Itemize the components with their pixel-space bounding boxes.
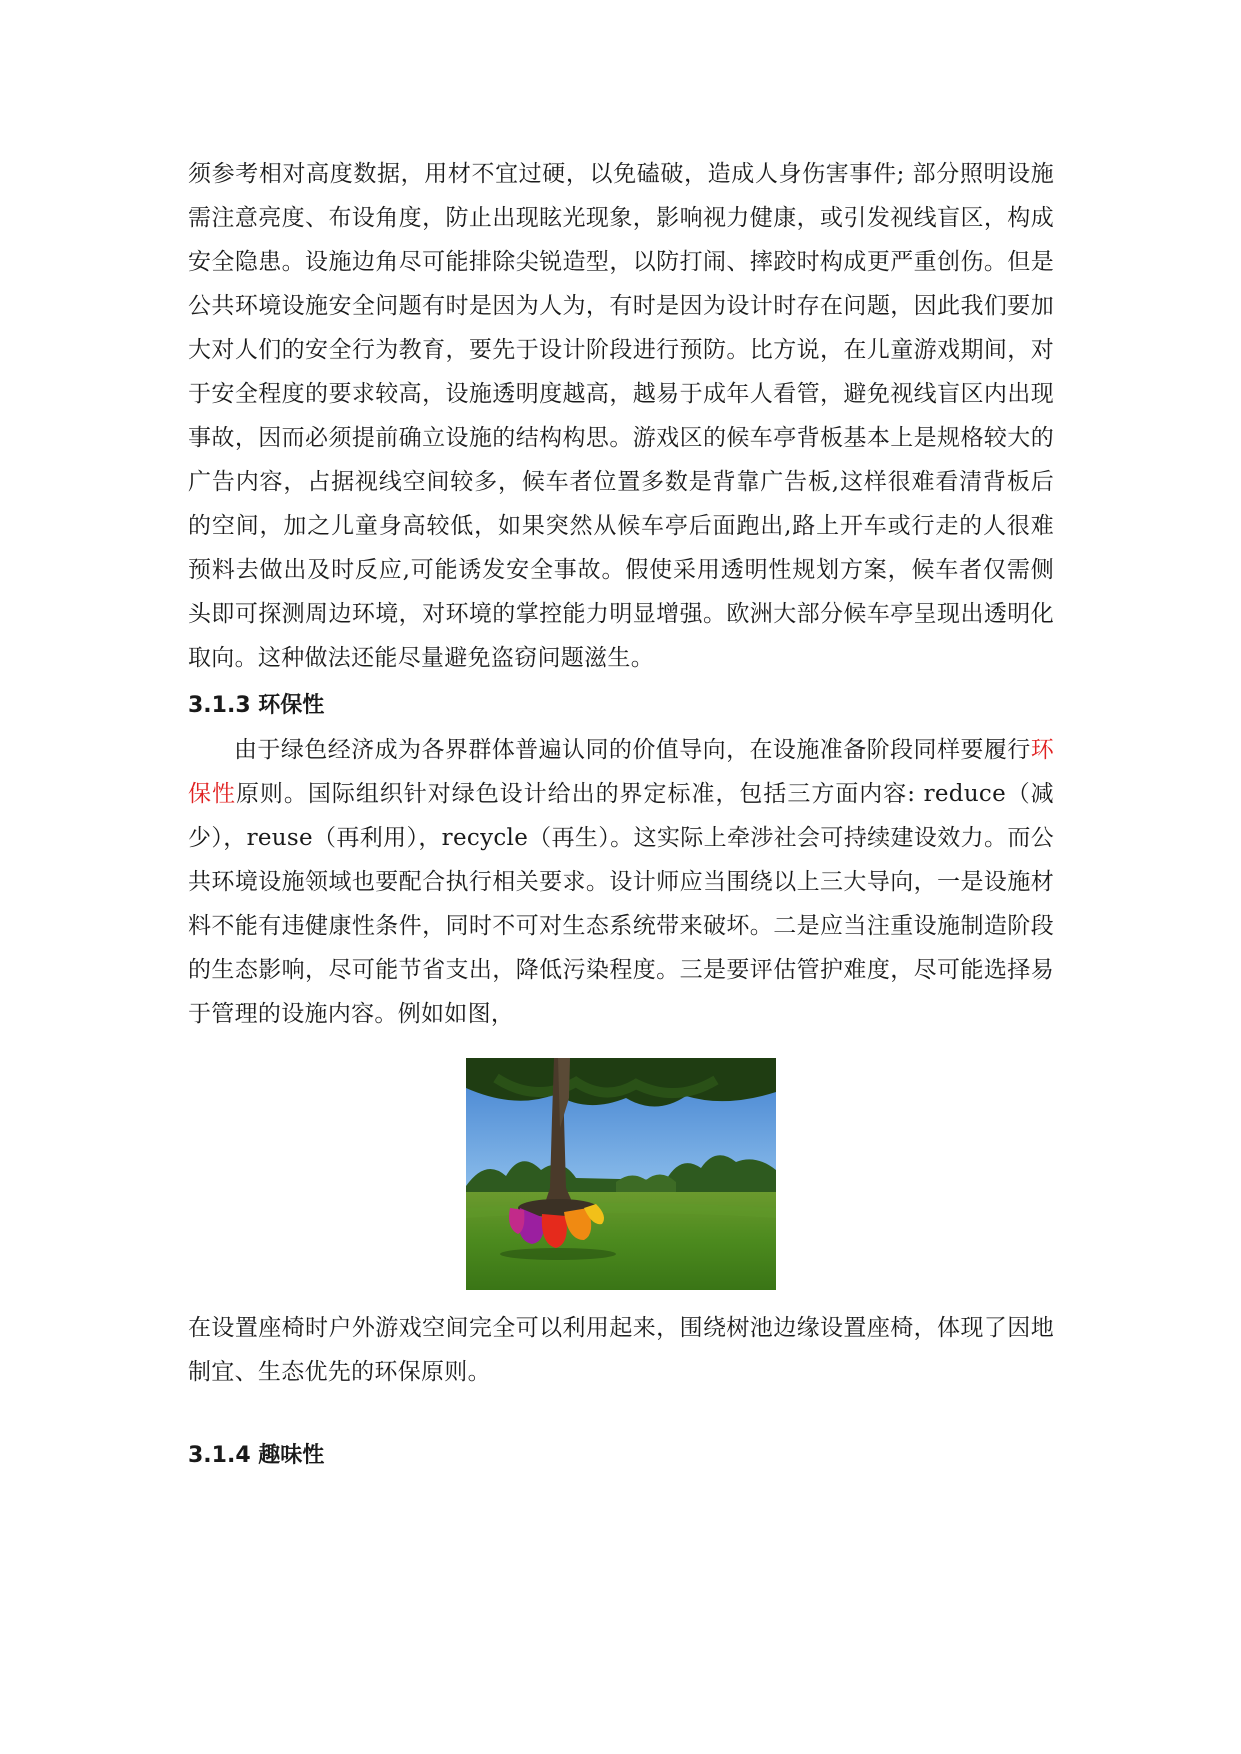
paragraph-environmental-text-a: 由于绿色经济成为各界群体普遍认同的价值导向，在设施准备阶段同样要履行 <box>234 737 1031 763</box>
paragraph-bench-caption: 在设置座椅时户外游戏空间完全可以利用起来，围绕树池边缘设置座椅，体现了因地制宜、生态优先的环保原则。 <box>188 1315 1054 1385</box>
spacer <box>188 1394 1054 1430</box>
page-content <box>188 152 1054 1478</box>
tree-bench-photo <box>466 1058 776 1290</box>
paragraph-environmental <box>188 728 1054 1036</box>
highlighted-term: 环保性 <box>188 737 1054 807</box>
section-heading-3-1-4: 3.1.4 趣味性 <box>188 1443 325 1468</box>
paragraph-safety-continued: 须参考相对高度数据，用材不宜过硬，以免磕破，造成人身伤害事件; 部分照明设施需注意亮度、布设角度，防止出现眩光现象，影响视力健康，或引发视线盲区，构成安全隐患。设施边角尽可能排除尖锐造型，以防打闹、摔跤时构成更严重创伤。但是公共环境设施安全问题有时是因为人为，有时是因为设计时存在问题，因此我们要加大对人们的安全行为教育，要先于设计阶段进行预防。比方说，在儿童游戏期间，对于安全程度的要求较高，设施透明度越高，越易于成年人看管，避免视线盲区内出现事故，因而必须提前确立设施的结构构思。游戏区的候车亭背板基本上是规格较大的广告内容，占据视线空间较多，候车者位置多数是背靠广告板,这样很难看清背板后的空间，加之儿童身高较低，如果突然从候车亭后面跑出,路上开车或行走的人很难预料去做出及时反应,可能诱发安全事故。假使采用透明性规划方案，候车者仅需侧头即可探测周边环境，对环境的掌控能力明显增强。欧洲大部分候车亭呈现出透明化取向。这种做法还能尽量避免盗窃问题滋生。 <box>188 161 1054 671</box>
paragraph-environmental-text-b: 原则。国际组织针对绿色设计给出的界定标准，包括三方面内容: reduce（减少），reuse（再利用），recycle（再生）。这实际上牵涉社会可持续建设效力。而公共环境设施领域也要配合执行相关要求。设计师应当围绕以上三大导向，一是设施材料不能有违健康性条件，同时不可对生态系统带来破坏。二是应当注重设施制造阶段的生态影响，尽可能节省支出，降低污染程度。三是要评估管护难度，尽可能选择易于管理的设施内容。例如如图， <box>188 781 1054 1027</box>
section-heading-3-1-3: 3.1.3 环保性 <box>188 693 325 718</box>
